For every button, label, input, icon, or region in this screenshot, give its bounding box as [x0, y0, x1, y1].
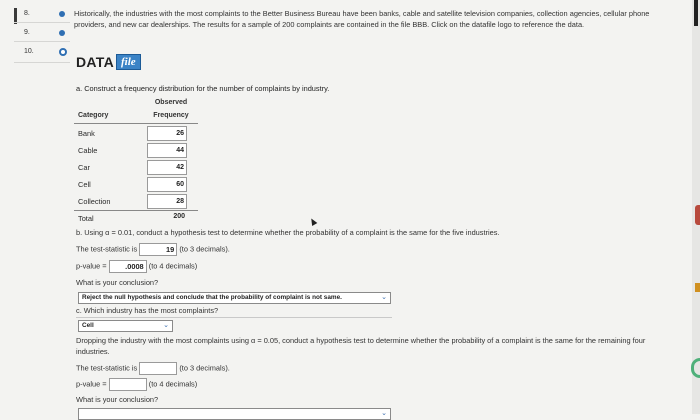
industry-select[interactable] [78, 320, 173, 332]
divider [14, 62, 70, 63]
data-word: DATA [76, 54, 115, 70]
chevron-down-icon: ⌄ [381, 410, 387, 417]
chevron-down-icon: ⌄ [381, 294, 387, 301]
table-row [74, 176, 198, 193]
divider [14, 22, 70, 23]
p-note: (to 4 decimals) [148, 261, 198, 271]
frequency-input[interactable]: 44 [147, 143, 187, 158]
category-label: Cell [78, 180, 91, 189]
part-a-prompt: a. Construct a frequency distribution for the number of complaints by industry. [76, 84, 330, 93]
header-observed: Observed [154, 99, 188, 106]
total-value: 200 [173, 213, 185, 220]
mouse-cursor-icon [309, 217, 318, 226]
header-frequency: Frequency [153, 112, 189, 119]
question-intro: Historically, the industries with the most complaints to the Better Business Bureau have been banks, cable and satellite television companies, collection agencies, cellular phone providers, and new car dealerships. The results for a sample of 200 complaints are contained in the file BBB. Click on the datafile logo to reference the data. [74, 9, 650, 29]
part-c-prompt: c. Which industry has the most complaints? [76, 306, 219, 315]
part-b-prompt: b. Using α = 0.01, conduct a hypothesis test to determine whether the probability of a complaint is the same for the five industries. [76, 228, 500, 237]
frequency-input[interactable]: 28 [147, 194, 187, 209]
chevron-down-icon: ⌄ [163, 322, 169, 329]
frequency-input[interactable]: 26 [147, 126, 187, 141]
conclusion-question: What is your conclusion? [76, 395, 159, 404]
category-label: Bank [78, 129, 95, 138]
status-ring-icon [59, 48, 67, 56]
total-row [74, 212, 198, 226]
nav-item-9[interactable] [0, 25, 70, 45]
table-row [74, 193, 198, 210]
p-value-input[interactable] [109, 378, 147, 391]
nav-item-8[interactable] [0, 6, 70, 26]
stat-note: (to 3 decimals). [179, 244, 230, 254]
status-dot-icon [59, 11, 65, 17]
header-category: Category [78, 112, 109, 119]
edge-tab-green [691, 358, 700, 378]
part-b-p-line [76, 260, 197, 273]
frequency-input[interactable]: 60 [147, 177, 187, 192]
nav-number: 9. [24, 29, 30, 36]
edge-tab-orange [695, 283, 700, 292]
question-nav [0, 0, 70, 414]
part-c-dropping-text: Dropping the industry with the most complaints using α = 0.05, conduct a hypothesis test to determine whether the probability of a complaint is the same for the remaining four industries. [76, 336, 646, 356]
p-label: p-value = [76, 261, 107, 271]
nav-item-10[interactable] [0, 44, 70, 64]
total-label: Total [78, 214, 94, 223]
table-row [74, 125, 198, 142]
table-rule [74, 210, 198, 211]
stat-label: The test-statistic is [76, 363, 138, 373]
category-label: Cable [78, 146, 98, 155]
stat-label: The test-statistic is [76, 244, 138, 254]
edge-bar [694, 0, 698, 26]
part-b-stat-line [76, 243, 230, 256]
category-label: Collection [78, 197, 111, 206]
conclusion-select[interactable] [78, 292, 391, 304]
nav-number: 10. [24, 48, 34, 55]
test-statistic-input[interactable]: 19 [139, 243, 177, 256]
category-label: Car [78, 163, 90, 172]
conclusion-question: What is your conclusion? [76, 278, 159, 287]
frequency-input[interactable]: 42 [147, 160, 187, 175]
divider [76, 317, 392, 318]
status-dot-icon [59, 30, 65, 36]
nav-number: 8. [24, 10, 30, 17]
edge-tab-red [695, 205, 700, 225]
table-row [74, 142, 198, 159]
divider [14, 41, 70, 42]
conclusion-selected: Reject the null hypothesis and conclude that the probability of complaint is not same. [82, 294, 342, 301]
datafile-logo[interactable] [76, 54, 141, 70]
part-c-stat-line [76, 362, 230, 375]
p-label: p-value = [76, 379, 107, 389]
conclusion-select[interactable] [78, 408, 391, 420]
test-statistic-input[interactable] [139, 362, 177, 375]
part-c-p-line [76, 378, 197, 391]
question-content [74, 0, 684, 417]
p-value-input[interactable]: .0008 [109, 260, 147, 273]
stat-note: (to 3 decimals). [179, 363, 230, 373]
table-rule [74, 123, 198, 124]
file-icon: file [116, 54, 141, 70]
p-note: (to 4 decimals) [148, 379, 198, 389]
table-row [74, 159, 198, 176]
industry-selected: Cell [82, 322, 94, 329]
